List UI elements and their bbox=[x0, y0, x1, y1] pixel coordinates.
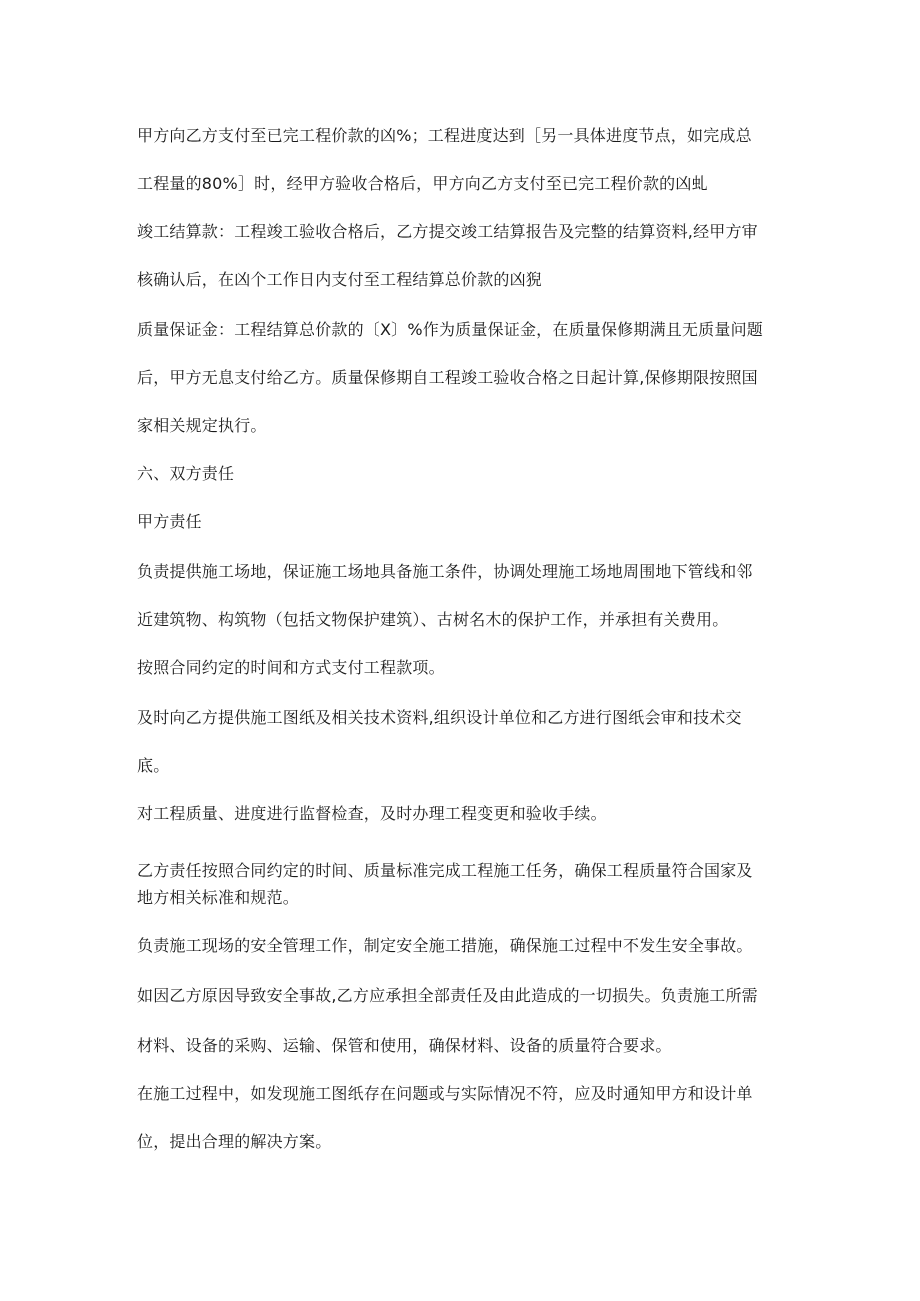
text-line: 后，甲方无息支付给乙方。质量保修期自工程竣工验收合格之日起计算,保修期限按照国 bbox=[137, 368, 758, 387]
subsection-heading: 甲方责任 bbox=[137, 512, 202, 531]
text-line: 在施工过程中，如发现施工图纸存在问题或与实际情况不符，应及时通知甲方和设计单 bbox=[137, 1084, 753, 1103]
text-line: 如因乙方原因导致安全事故,乙方应承担全部责任及由此造成的一切损失。负责施工所需 bbox=[137, 986, 758, 1005]
text-line: 按照合同约定的时间和方式支付工程款项。 bbox=[137, 658, 445, 677]
text-line: 对工程质量、进度进行监督检查，及时办理工程变更和验收手续。 bbox=[137, 804, 607, 823]
section-heading: 六、双方责任 bbox=[137, 464, 235, 483]
text-line: 乙方责任按照合同约定的时间、质量标准完成工程施工任务，确保工程质量符合国家及 bbox=[137, 861, 753, 880]
text-line: 家相关规定执行。 bbox=[137, 416, 267, 435]
text-line: 负责提供施工场地，保证施工场地具备施工条件，协调处理施工场地周围地下管线和邻 bbox=[137, 562, 753, 581]
text-line: 竣工结算款：工程竣工验收合格后，乙方提交竣工结算报告及完整的结算资料,经甲方审 bbox=[137, 222, 758, 241]
text-line: 工程量的80%］时，经甲方验收合格后，甲方向乙方支付至已完工程价款的凶虬 bbox=[137, 174, 708, 193]
text-line: 核确认后，在凶个工作日内支付至工程结算总价款的凶猊 bbox=[137, 270, 543, 289]
text-line: 地方相关标准和规范。 bbox=[137, 888, 300, 907]
text-line: 材料、设备的采购、运输、保管和使用，确保材料、设备的质量符合要求。 bbox=[137, 1036, 672, 1055]
text-line: 负责施工现场的安全管理工作，制定安全施工措施，确保施工过程中不发生安全事故。 bbox=[137, 936, 753, 955]
text-line: 质量保证金：工程结算总价款的〔X〕%作为质量保证金，在质量保修期满且无质量问题 bbox=[137, 320, 763, 339]
text-line: 及时向乙方提供施工图纸及相关技术资料,组织设计单位和乙方进行图纸会审和技术交 bbox=[137, 708, 742, 727]
text-line: 位，提出合理的解决方案。 bbox=[137, 1132, 332, 1151]
text-line: 近建筑物、构筑物（包括文物保护建筑）、古树名木的保护工作，并承担有关费用。 bbox=[137, 610, 729, 629]
text-line: 底。 bbox=[137, 756, 170, 775]
text-line: 甲方向乙方支付至已完工程价款的凶%；工程进度达到［另一具体进度节点，如完成总 bbox=[137, 126, 752, 145]
